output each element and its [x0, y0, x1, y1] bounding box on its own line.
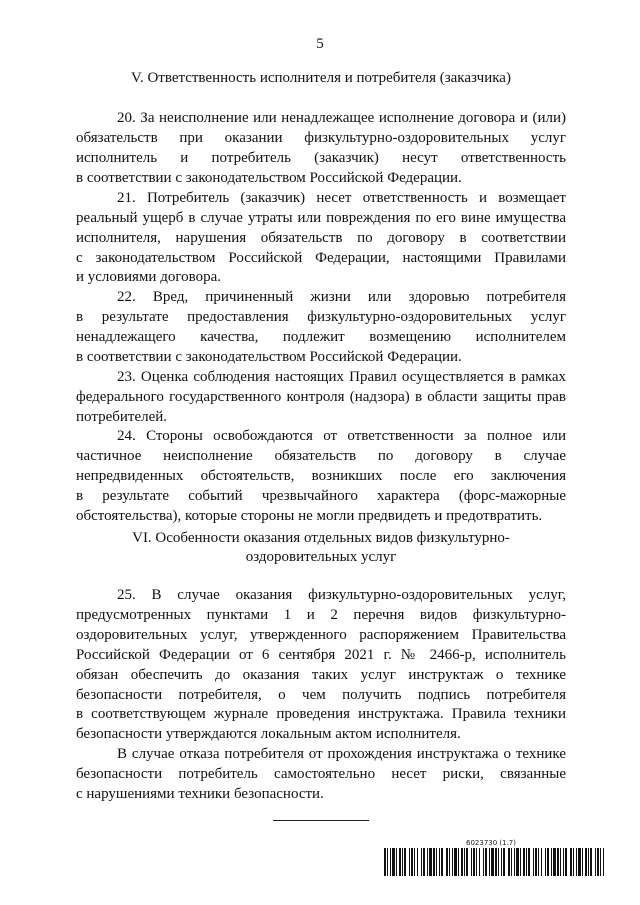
- section-6-heading: [76, 529, 566, 567]
- paragraph-20-line: в соответствии с законодательством Российской Федерации.: [76, 170, 462, 186]
- paragraph-refusal-line: безопасности потребитель самостоятельно несет риски, связанные: [76, 766, 566, 782]
- paragraph-25-line: в соответствующем журнале проведения инструктажа. Правила техники: [76, 706, 566, 722]
- paragraph-25-line: Российской Федерации от 6 сентября 2021 г. № 2466-р, исполнитель: [76, 647, 566, 663]
- paragraph-20-line: обязательств при оказании физкультурно-оздоровительных услуг: [76, 130, 566, 146]
- heading-line: V. Ответственность исполнителя и потребителя (заказчика): [131, 70, 511, 86]
- paragraph-25-line: оздоровительных услуг, утвержденного распоряжением Правительства: [76, 627, 566, 643]
- barcode-image: [384, 848, 607, 876]
- paragraph-23-line: 23. Оценка соблюдения настоящих Правил осуществляется в рамках: [117, 369, 566, 385]
- barcode-block: [384, 839, 607, 876]
- paragraph-25-line: обязан обеспечить до оказания таких услуг инструктаж о технике: [76, 667, 566, 683]
- paragraph-23-line: федерального государственного контроля (надзора) в области защиты прав: [76, 389, 566, 405]
- paragraph-22-line: в результате предоставления физкультурно-оздоровительных услуг: [76, 309, 566, 325]
- paragraph-21-line: реальный ущерб в случае утраты или повреждения по его вине имущества: [76, 210, 566, 226]
- heading-line: оздоровительных услуг: [245, 549, 397, 565]
- paragraph-21-line: исполнителя, нарушения обязательств по договору в соответствии: [76, 230, 566, 246]
- paragraph-22-line: в соответствии с законодательством Российской Федерации.: [76, 349, 462, 365]
- footnote-separator: [273, 820, 369, 821]
- paragraph-refusal-line: с нарушениями техники безопасности.: [76, 786, 324, 802]
- paragraph-20-line: 20. За неисполнение или ненадлежащее исполнение договора и (или): [117, 110, 566, 126]
- paragraph-22-line: 22. Вред, причиненный жизни или здоровью потребителя: [117, 289, 566, 305]
- paragraph-22-line: ненадлежащего качества, подлежит возмещению исполнителем: [76, 329, 566, 345]
- paragraph-21-line: с законодательством Российской Федерации, настоящими Правилами: [76, 250, 566, 266]
- paragraph-20-line: исполнитель и потребитель (заказчик) несут ответственность: [76, 150, 566, 166]
- paragraph-refusal-line: В случае отказа потребителя от прохождения инструктажа о технике: [117, 746, 566, 762]
- paragraph-24-line: 24. Стороны освобождаются от ответственности за полное или: [117, 428, 566, 444]
- paragraph-24-line: частичное неисполнение обязательств по договору в случае: [76, 448, 566, 464]
- paragraph-21-line: 21. Потребитель (заказчик) несет ответственность и возмещает: [117, 190, 566, 206]
- barcode-number: 6023730 (1.7): [466, 839, 516, 847]
- paragraph-25-line: безопасности потребителя, о чем получить подпись потребителя: [76, 687, 566, 703]
- paragraph-21-line: и условиями договора.: [76, 269, 221, 285]
- paragraph-25-line: безопасности утверждаются локальным актом исполнителя.: [76, 726, 461, 742]
- paragraph-24-line: обстоятельства), которые стороны не могли предвидеть и предотвратить.: [76, 508, 543, 524]
- page-number: 5: [316, 36, 324, 52]
- heading-line: VI. Особенности оказания отдельных видов физкультурно-: [132, 530, 510, 546]
- paragraph-25-line: предусмотренных пунктами 1 и 2 перечня видов физкультурно-: [76, 607, 566, 623]
- paragraph-24-line: в результате событий чрезвычайного характера (форс-мажорные: [76, 488, 566, 504]
- paragraph-23-line: потребителей.: [76, 409, 168, 425]
- section-5-heading: [76, 69, 566, 88]
- paragraph-25-line: 25. В случае оказания физкультурно-оздоровительных услуг,: [117, 587, 566, 603]
- paragraph-24-line: непредвиденных обстоятельств, возникших после его заключения: [76, 468, 566, 484]
